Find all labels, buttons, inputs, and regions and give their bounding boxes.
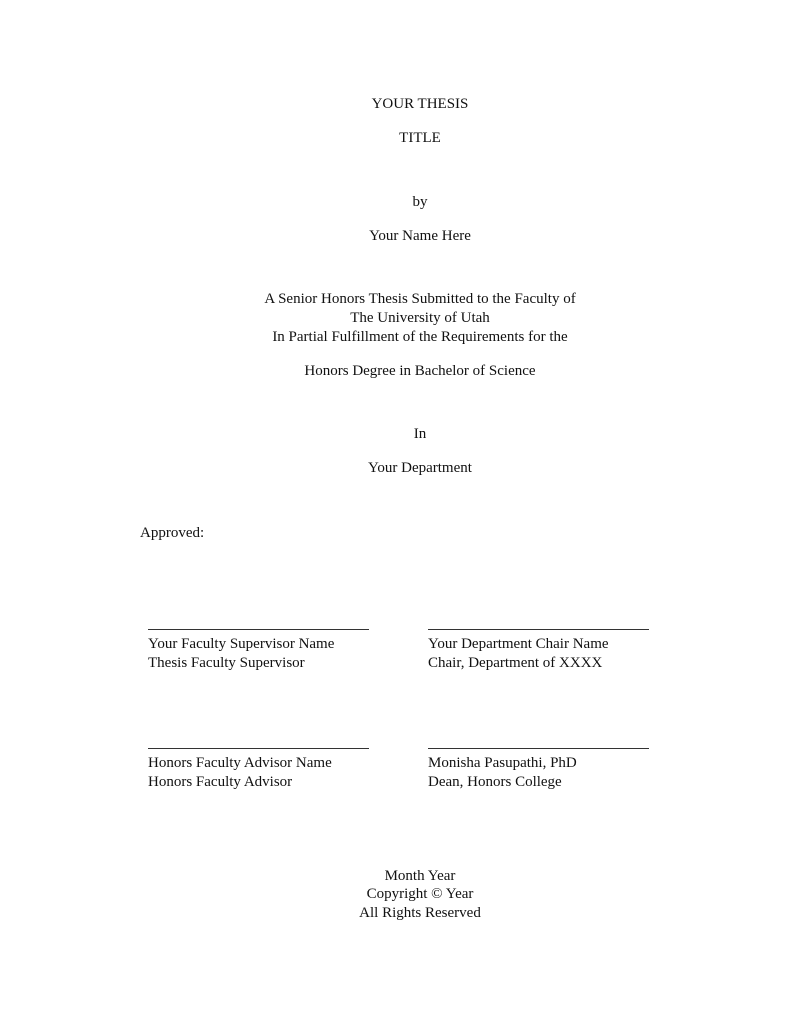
degree: Honors Degree in Bachelor of Science	[304, 363, 536, 379]
signer-role: Dean, Honors College	[428, 774, 562, 790]
signer-name: Monisha Pasupathi, PhD	[428, 755, 577, 771]
signature-line	[148, 748, 369, 749]
signature-line	[428, 629, 649, 630]
signer-name: Your Faculty Supervisor Name	[148, 636, 335, 652]
in-label: In	[413, 426, 427, 442]
signature-line	[428, 748, 649, 749]
signer-role: Thesis Faculty Supervisor	[148, 655, 305, 671]
thesis-title-line-2: TITLE	[399, 130, 441, 146]
approved-label: Approved:	[140, 525, 205, 541]
signer-role: Chair, Department of XXXX	[428, 655, 603, 671]
signature-line	[148, 629, 369, 630]
submission-line-1: A Senior Honors Thesis Submitted to the Faculty of	[264, 291, 576, 307]
signer-role: Honors Faculty Advisor	[148, 774, 293, 790]
copyright: Copyright © Year	[366, 886, 474, 902]
thesis-title-line-1: YOUR THESIS	[371, 96, 469, 112]
author-name: Your Name Here	[369, 228, 471, 244]
signer-name: Your Department Chair Name	[428, 636, 609, 652]
signer-name: Honors Faculty Advisor Name	[148, 755, 332, 771]
date: Month Year	[384, 868, 456, 884]
rights-reserved: All Rights Reserved	[359, 905, 481, 921]
by-label: by	[412, 194, 428, 210]
department: Your Department	[368, 460, 472, 476]
submission-line-2: The University of Utah	[350, 310, 490, 326]
submission-line-3: In Partial Fulfillment of the Requirements for the	[272, 329, 568, 345]
